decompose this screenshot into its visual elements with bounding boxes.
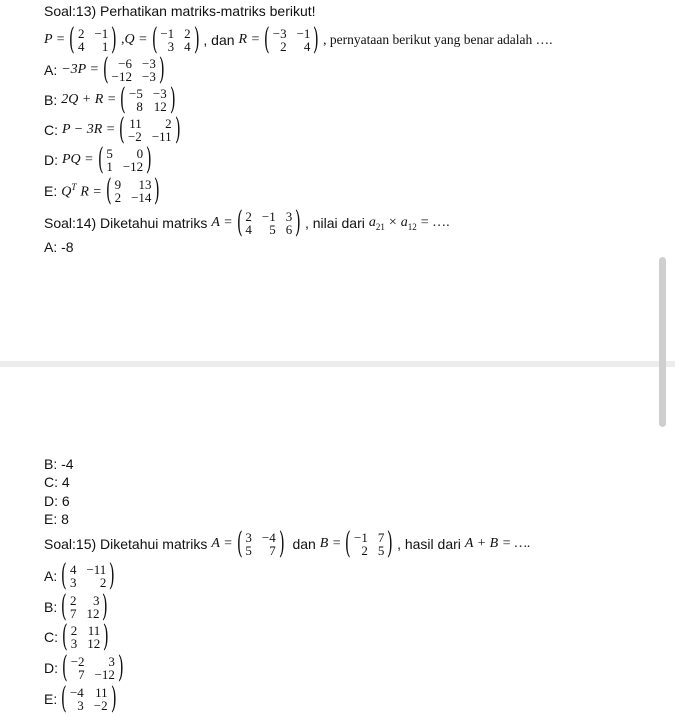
matrix-cell: 4	[303, 39, 311, 54]
q13-option-c-matrix: ( 11 2 −2 −11 )	[119, 112, 181, 147]
q14-option-b	[44, 456, 74, 472]
q13-q-label: Q =	[124, 32, 148, 47]
q13-matrix-r: ( −3 −1 2 4 )	[263, 22, 320, 57]
matrix-cell: 8	[136, 99, 143, 114]
expr-rest: R =	[80, 184, 102, 200]
q14-option-d	[44, 493, 70, 509]
q13-option-d	[44, 142, 156, 177]
matrix-cell: 7	[69, 606, 77, 621]
matrix-cell: 0	[136, 146, 144, 161]
q13-option-c	[44, 112, 184, 147]
q14-option-e	[44, 511, 69, 527]
matrix-cell: 12	[87, 636, 101, 651]
matrix-cell: 5	[269, 222, 276, 237]
matrix-cell: −1	[296, 26, 311, 41]
matrix-cell: 3	[92, 593, 100, 608]
q14-expression	[369, 215, 450, 232]
matrix-cell: 5	[377, 543, 385, 558]
matrix-cell: 2	[184, 26, 191, 41]
q13-option-a-matrix: ( −6 −3 −12 −3 )	[102, 52, 165, 87]
matrix-cell: −1	[261, 209, 276, 224]
a-base: a	[400, 214, 408, 230]
times-sign: ×	[388, 214, 397, 230]
matrix-cell: 6	[285, 222, 293, 237]
matrix-cell: 2	[99, 575, 107, 590]
matrix-cell: −12	[94, 667, 115, 682]
matrix-cell: −5	[129, 86, 143, 101]
q15-option-d-matrix: ( −2 3 7 −12 )	[61, 650, 124, 685]
matrix-cell: −6	[118, 56, 132, 71]
matrix-cell: −4	[69, 685, 84, 700]
q15-dan: dan	[292, 536, 316, 552]
matrix-cell: 5	[106, 146, 113, 161]
q13-heading-line	[44, 3, 316, 19]
matrix-cell: 12	[86, 606, 100, 621]
matrix-cell: 13	[138, 177, 152, 192]
matrix-cell: 4	[245, 222, 252, 237]
q13-option-e-label: E:	[44, 183, 58, 199]
q15-matrix-b: ( −1 7 2 5 )	[345, 526, 394, 561]
q13-option-a	[44, 52, 169, 87]
q13-statement: , pernyataan berikut yang benar adalah ….	[323, 32, 553, 47]
q14-option-a	[44, 239, 74, 255]
q15-expression: A + B = ….	[464, 536, 531, 551]
page-break-divider	[0, 361, 675, 367]
expr-superscript: T	[71, 181, 77, 192]
matrix-cell: −2	[70, 654, 85, 669]
matrix-cell: 2	[114, 190, 122, 205]
q13-option-a-expr: −3P =	[61, 62, 99, 77]
matrix-cell: −12	[122, 159, 144, 174]
q13-option-d-label: D:	[44, 152, 58, 168]
q15-option-a	[44, 558, 119, 593]
q15-option-b-label: B:	[44, 599, 58, 615]
q13-heading: Soal:13) Perhatikan matriks-matriks berikut!	[44, 3, 316, 19]
matrix-cell: −1	[354, 530, 368, 545]
q13-option-e-matrix: ( 9 13 2 −14 )	[105, 173, 161, 208]
q15-a-label: A =	[211, 536, 233, 551]
q13-r-label: R =	[238, 32, 261, 47]
matrix-cell: 2	[165, 116, 172, 131]
matrix-cell: 1	[106, 159, 113, 174]
matrix-cell: −1	[94, 26, 109, 41]
matrix-cell: 12	[153, 99, 167, 114]
q13-matrix-p: ( 2 −1 4 1 )	[69, 22, 118, 57]
matrix-cell: −3	[142, 56, 156, 71]
q15-option-a-matrix: ( 4 −11 3 2 )	[61, 558, 116, 593]
q13-option-e	[44, 173, 164, 208]
matrix-cell: −3	[272, 26, 287, 41]
q13-option-b-expr: 2Q + R =	[61, 92, 117, 107]
q13-option-e-expr	[61, 182, 102, 201]
matrix-cell: 7	[269, 543, 276, 558]
matrix-cell: 2	[69, 593, 77, 608]
q15-option-c-matrix: ( 2 11 3 12 )	[61, 619, 110, 654]
matrix-cell: −2	[127, 129, 142, 144]
q13-option-b-matrix: ( −5 −3 8 12 )	[120, 82, 176, 117]
q15-option-e-matrix: ( −4 11 3 −2 )	[61, 681, 117, 716]
q15-option-d-label: D:	[44, 660, 58, 676]
q15-question-line	[44, 526, 531, 561]
matrix-cell: 7	[377, 530, 385, 545]
matrix-cell: 11	[95, 685, 108, 700]
q14-option-c	[44, 474, 70, 490]
matrix-cell: 2	[70, 623, 78, 638]
q13-p-label: P =	[44, 32, 66, 47]
q15-b-label: B =	[319, 536, 342, 551]
matrix-cell: −14	[131, 190, 152, 205]
matrix-cell: −11	[151, 129, 172, 144]
matrix-cell: −3	[142, 69, 156, 84]
q15-option-b-matrix: ( 2 3 7 12 )	[61, 589, 109, 624]
a12-subscript: 12	[407, 221, 417, 232]
q15-heading: Soal:15) Diketahui matriks	[44, 536, 208, 552]
matrix-cell: 3	[245, 530, 252, 545]
q13-option-d-expr: PQ =	[62, 152, 94, 167]
q14-option-c-text: C: 4	[44, 474, 70, 490]
q14-question-line	[44, 205, 450, 240]
q13-dan: , dan	[203, 32, 235, 48]
q14-option-b-text: B: -4	[44, 456, 74, 472]
matrix-cell: −12	[111, 69, 132, 84]
matrix-cell: −2	[93, 698, 108, 713]
matrix-cell: 3	[167, 39, 175, 54]
a-base: a	[368, 214, 376, 230]
q14-option-a-text: A: -8	[44, 239, 74, 255]
q15-option-a-label: A:	[44, 568, 58, 584]
q15-matrix-a: ( 3 −4 5 7 )	[236, 526, 285, 561]
q15-option-b	[44, 589, 112, 624]
q14-option-e-text: E: 8	[44, 511, 69, 527]
q14-middle: , nilai dari	[304, 215, 365, 231]
q15-option-d	[44, 650, 128, 685]
matrix-cell: 5	[245, 543, 252, 558]
q13-option-c-label: C:	[44, 122, 58, 138]
vertical-scrollbar-thumb[interactable]	[659, 257, 666, 427]
q14-heading: Soal:14) Diketahui matriks	[44, 215, 208, 231]
matrix-cell: 3	[69, 575, 77, 590]
q15-middle: , hasil dari	[397, 536, 461, 552]
q13-option-a-label: A:	[44, 62, 58, 78]
matrix-cell: 9	[114, 177, 122, 192]
matrix-cell: −11	[86, 562, 107, 577]
expr-base: Q	[61, 184, 72, 200]
q14-a-label: A =	[211, 215, 233, 230]
matrix-cell: 11	[87, 623, 101, 638]
matrix-cell: 7	[78, 667, 85, 682]
q13-option-b-label: B:	[44, 92, 58, 108]
matrix-cell: 2	[245, 209, 252, 224]
matrix-cell: 2	[361, 543, 368, 558]
matrix-cell: 3	[285, 209, 293, 224]
q13-matrices-line	[44, 22, 553, 57]
matrix-cell: 1	[101, 39, 109, 54]
q15-option-c	[44, 619, 113, 654]
matrix-cell: −1	[160, 26, 175, 41]
q15-option-e-label: E:	[44, 691, 58, 707]
matrix-cell: −4	[261, 530, 276, 545]
matrix-cell: 4	[77, 39, 85, 54]
matrix-cell: 4	[184, 39, 191, 54]
matrix-cell: 4	[69, 562, 77, 577]
q13-matrix-q: ( −1 2 3 4 )	[151, 22, 200, 57]
q14-option-d-text: D: 6	[44, 493, 70, 509]
expr-tail: = ….	[420, 214, 450, 230]
matrix-cell: 11	[129, 116, 142, 131]
matrix-cell: 3	[70, 636, 78, 651]
matrix-cell: −3	[152, 86, 167, 101]
q15-option-c-label: C:	[44, 629, 58, 645]
q13-option-b	[44, 82, 179, 117]
matrix-cell: 2	[280, 39, 287, 54]
a21-subscript: 21	[375, 221, 385, 232]
q15-option-e	[44, 681, 120, 716]
q13-separator: ,	[121, 32, 125, 47]
q13-option-c-expr: P − 3R =	[62, 122, 116, 137]
q14-matrix-a: ( 2 −1 3 4 5 6 )	[236, 205, 302, 240]
q13-option-d-matrix: ( 5 0 1 −12 )	[97, 142, 152, 177]
matrix-cell: 3	[77, 698, 84, 713]
matrix-cell: 2	[77, 26, 85, 41]
matrix-cell: 3	[108, 654, 115, 669]
